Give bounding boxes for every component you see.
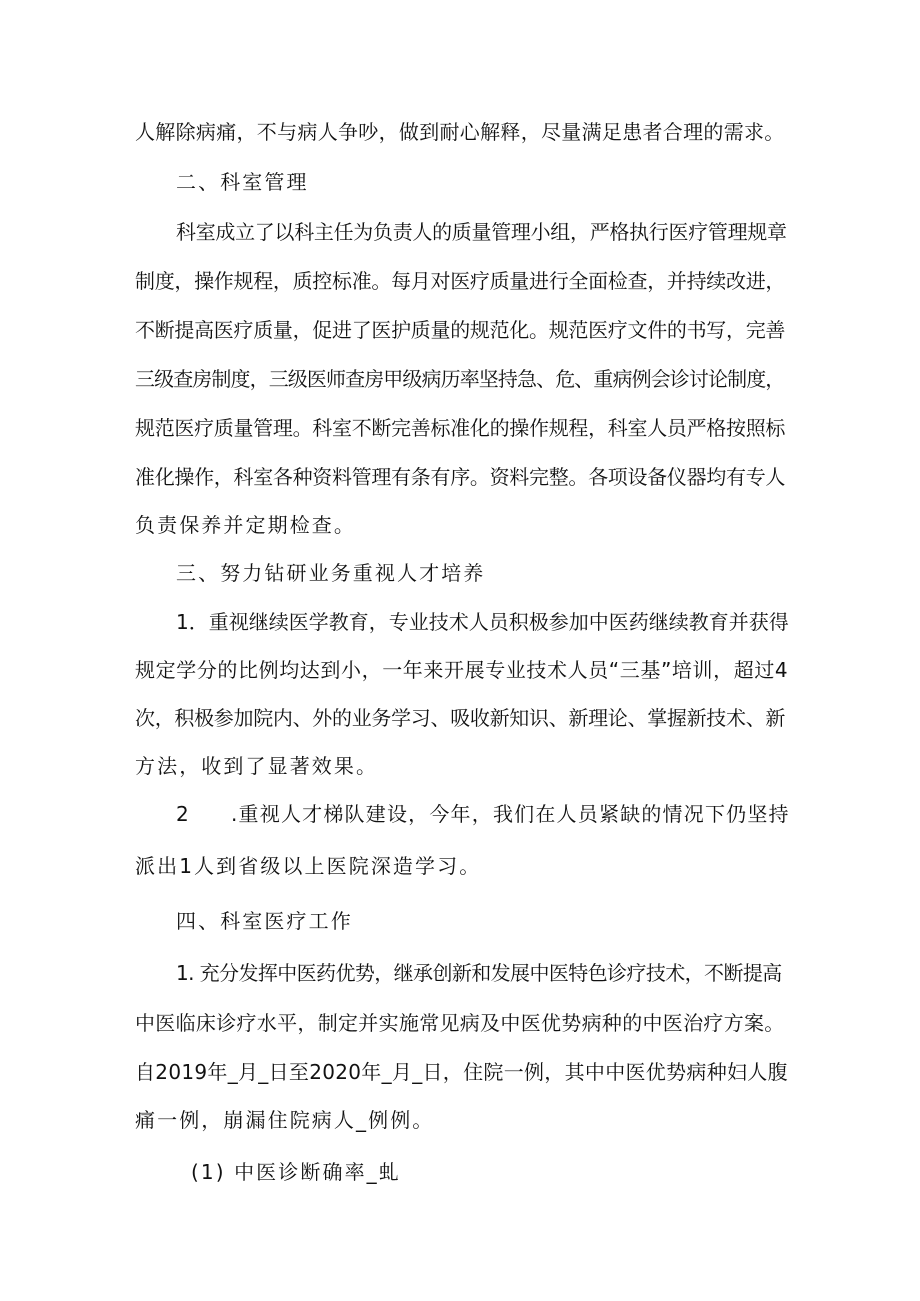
paragraph-line: 不断提高医疗质量，促进了医护质量的规范化。规范医疗文件的书写，完善 [135,318,786,342]
section-heading: 四、科室医疗工作 [176,909,353,933]
paragraph-line: 准化操作，科室各种资料管理有条有序。资料完整。各项设备仪器均有专人 [135,465,786,489]
paragraph-line: 痛一例，崩漏住院病人_例例。 [135,1108,435,1132]
list-number: 2 [176,802,191,826]
paragraph-line: 规定学分的比例均达到小，一年来开展专业技术人员“三基”培训，超过4 [135,658,789,682]
paragraph-line: 派出1人到省级以上医院深造学习。 [135,854,482,878]
paragraph-line: 方法，收到了显著效果。 [135,754,379,778]
section-heading: 三、努力钻研业务重视人才培养 [176,561,486,585]
paragraph-line: 制度，操作规程，质控标准。每月对医疗质量进行全面检查，并持续改进， [135,269,786,293]
paragraph-line: 三级查房制度，三级医师查房甲级病历率坚持急、危、重病例会诊讨论制度， [135,367,785,391]
paragraph-line: (1) 中医诊断确率_虬 [191,1160,401,1184]
paragraph-line: 中医临床诊疗水平，制定并实施常见病及中医优势病种的中医治疗方案。 [135,1011,785,1035]
paragraph-line: 次，积极参加院内、外的业务学习、吸收新知识、新理论、掌握新技术、新 [135,706,786,730]
paragraph-line: 规范医疗质量管理。科室不断完善标准化的操作规程，科室人员严格按照标 [135,416,786,440]
paragraph-line: 人解除病痛，不与病人争吵，做到耐心解释，尽量满足患者合理的需求。 [135,120,785,144]
paragraph-line: .重视人才梯队建设，今年，我们在人员紧缺的情况下仍坚持 [231,802,790,826]
paragraph-line: 1．重视继续医学教育，专业技术人员积极参加中医药继续教育并获得 [176,610,789,634]
paragraph-line: 1. 充分发挥中医药优势，继承创新和发展中医特色诊疗技术，不断提高 [176,961,782,985]
paragraph-line: 自2019年_月_日至2020年_月_日，住院一例，其中中医优势病种妇人腹 [135,1060,788,1084]
paragraph-line: 科室成立了以科主任为负责人的质量管理小组，严格执行医疗管理规章 [176,220,787,244]
paragraph-line: 负责保养并定期检查。 [135,513,356,537]
section-heading: 二、科室管理 [176,170,309,194]
